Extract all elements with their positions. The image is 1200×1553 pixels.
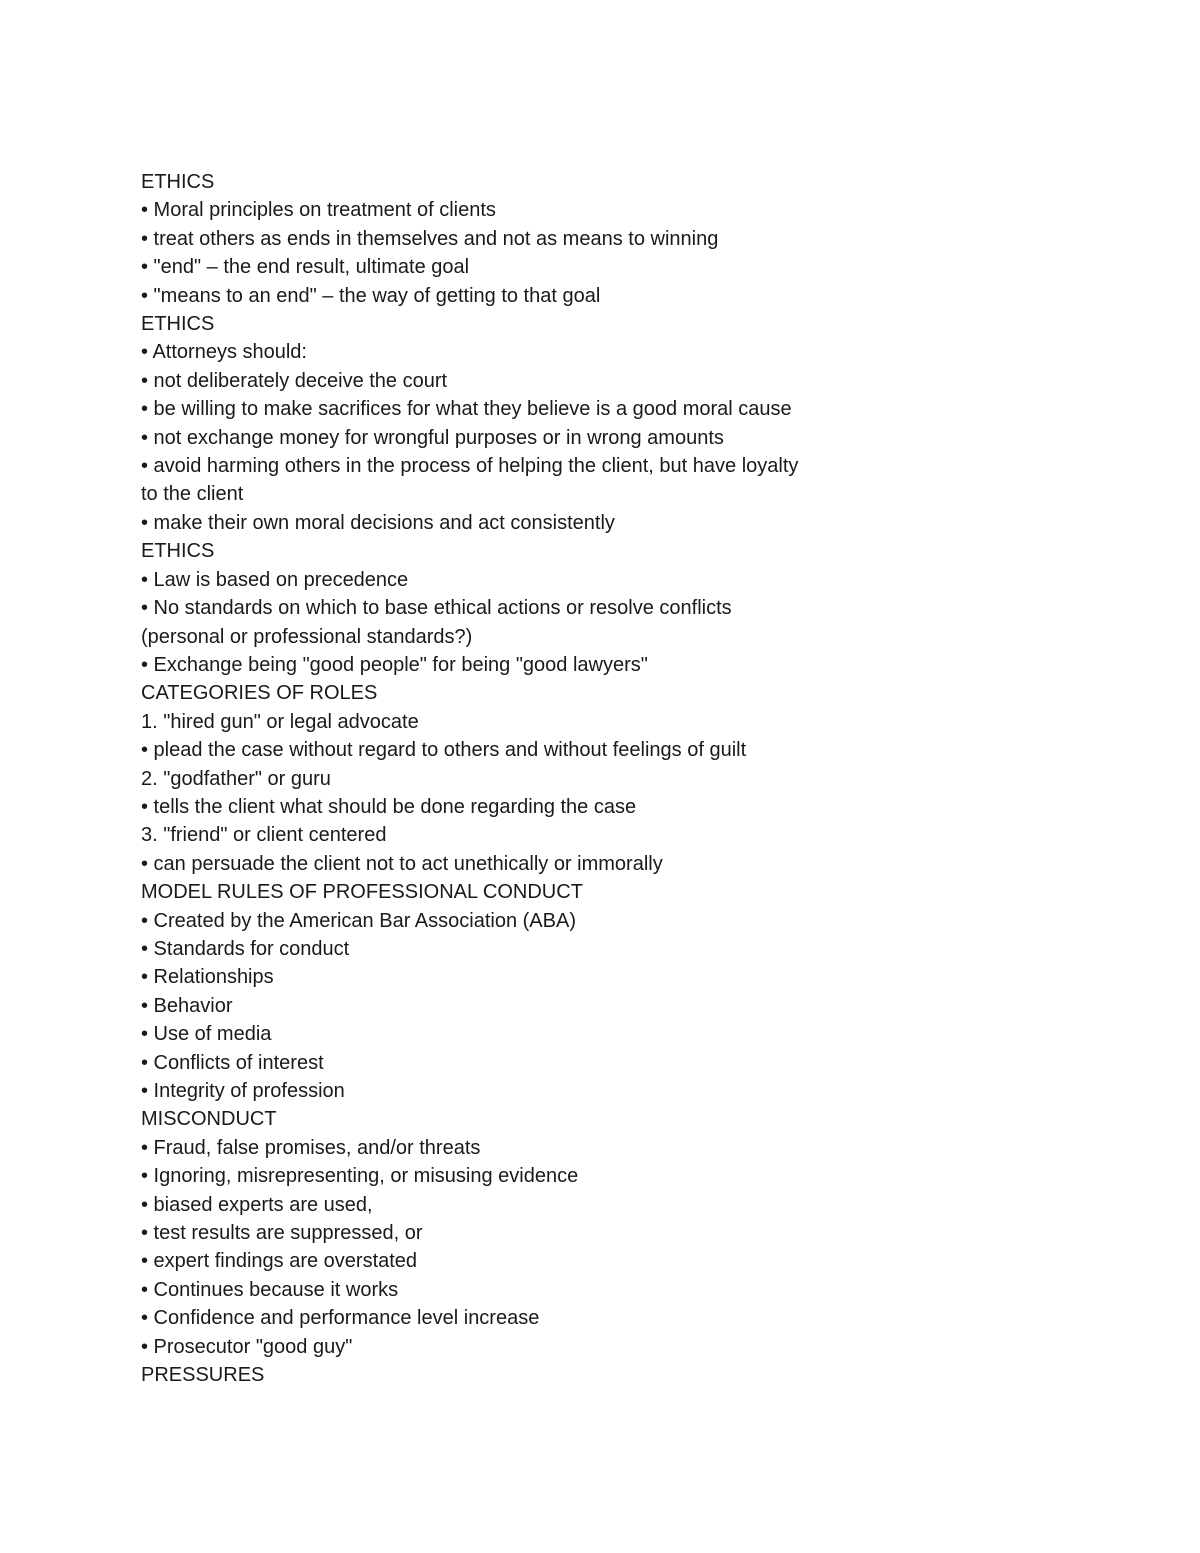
bullet-line: • Confidence and performance level increase — [141, 1307, 540, 1330]
bullet-line: • Attorneys should: — [141, 341, 307, 364]
bullet-line: • Law is based on precedence — [141, 568, 409, 591]
bullet-line: • "end" – the end result, ultimate goal — [141, 256, 470, 279]
heading-categories-of-roles: CATEGORIES OF ROLES — [141, 682, 378, 705]
bullet-line: • Exchange being "good people" for being "good lawyers" — [141, 653, 648, 676]
bullet-line: • test results are suppressed, or — [141, 1222, 423, 1245]
bullet-line: • Moral principles on treatment of clients — [141, 199, 496, 222]
bullet-line: • biased experts are used, — [141, 1193, 373, 1216]
bullet-line: • "means to an end" – the way of getting to that goal — [141, 284, 601, 307]
heading-ethics-1: ETHICS — [141, 171, 215, 193]
bullet-line: • not deliberately deceive the court — [141, 369, 448, 392]
document-page — [141, 168, 1101, 1389]
bullet-line: • Ignoring, misrepresenting, or misusing evidence — [141, 1165, 579, 1188]
bullet-line: • Conflicts of interest — [141, 1051, 324, 1074]
bullet-line: • expert findings are overstated — [141, 1250, 418, 1273]
numbered-line: 3. "friend" or client centered — [141, 824, 387, 847]
heading-ethics-2: ETHICS — [141, 313, 215, 336]
bullet-line: • Integrity of profession — [141, 1080, 345, 1102]
numbered-line: 1. "hired gun" or legal advocate — [141, 710, 419, 733]
text-line: to the client — [141, 483, 244, 506]
heading-misconduct: MISCONDUCT — [141, 1108, 277, 1131]
heading-ethics-3: ETHICS — [141, 540, 215, 563]
text-line: (personal or professional standards?) — [141, 625, 473, 648]
bullet-line: • Created by the American Bar Association (ABA) — [141, 909, 576, 932]
bullet-line: • No standards on which to base ethical actions or resolve conflicts — [141, 597, 732, 620]
bullet-line: • tells the client what should be done regarding the case — [141, 795, 637, 818]
bullet-line: • be willing to make sacrifices for what they believe is a good moral cause — [141, 398, 792, 421]
bullet-line: • Continues because it works — [141, 1278, 399, 1301]
bullet-line: • Use of media — [141, 1023, 272, 1046]
numbered-line: 2. "godfather" or guru — [141, 767, 331, 790]
bullet-line: • not exchange money for wrongful purposes or in wrong amounts — [141, 426, 724, 449]
heading-model-rules: MODEL RULES OF PROFESSIONAL CONDUCT — [141, 881, 583, 904]
heading-pressures: PRESSURES — [141, 1364, 265, 1387]
bullet-line: • Fraud, false promises, and/or threats — [141, 1136, 481, 1159]
bullet-line: • avoid harming others in the process of helping the client, but have loyalty — [141, 455, 799, 478]
bullet-line: • can persuade the client not to act unethically or immorally — [141, 852, 663, 875]
bullet-line: • Behavior — [141, 994, 233, 1017]
bullet-line: • Relationships — [141, 966, 274, 989]
bullet-line: • Standards for conduct — [141, 937, 350, 960]
bullet-line: • treat others as ends in themselves and not as means to winning — [141, 227, 719, 250]
bullet-line: • make their own moral decisions and act consistently — [141, 511, 615, 534]
bullet-line: • plead the case without regard to others and without feelings of guilt — [141, 739, 747, 762]
bullet-line: • Prosecutor "good guy" — [141, 1335, 353, 1358]
